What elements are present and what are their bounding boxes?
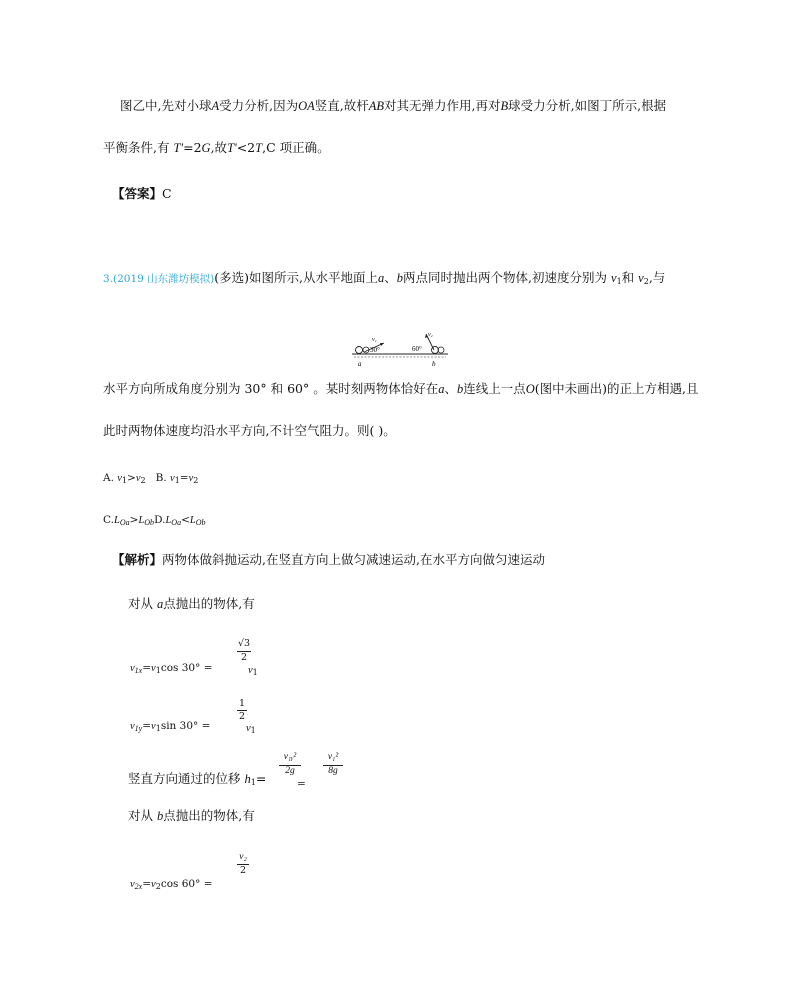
fraction-denominator: 2 <box>239 865 247 876</box>
text: <2 <box>236 140 256 155</box>
subscript: 1 <box>121 476 128 485</box>
var-G: G <box>201 141 211 155</box>
fraction-numerator: v₂ <box>239 852 247 862</box>
operator: > <box>129 514 139 526</box>
var-T-prime: T' <box>173 141 184 155</box>
intro-line-2 <box>103 140 330 156</box>
subscript: 1x <box>134 666 143 675</box>
var-B: B <box>500 99 509 113</box>
var-OA: OA <box>298 99 315 113</box>
fraction-denominator: 2 <box>240 652 248 663</box>
var-v: v <box>246 723 251 734</box>
question-line-1 <box>103 270 665 290</box>
analysis-b-intro <box>128 808 255 824</box>
text: 点抛出的物体,有 <box>163 808 255 823</box>
subscript: 2 <box>140 476 146 485</box>
operator: = <box>142 720 152 732</box>
fraction-numerator: √3 <box>237 638 251 649</box>
var-v: v <box>151 721 156 732</box>
question-source: 3.(2019 山东潍坊模拟) <box>103 273 215 285</box>
var-a: a <box>438 382 445 396</box>
subscript: 1 <box>250 778 256 787</box>
text: ,故 <box>210 140 228 155</box>
text: cos 60° = <box>160 878 213 890</box>
subscript: 2 <box>155 882 161 891</box>
option-c <box>103 514 154 526</box>
operator: = <box>255 771 267 786</box>
operator: = <box>297 778 306 790</box>
text: ,C 项正确。 <box>262 140 330 155</box>
analysis-text: 两物体做斜抛运动,在竖直方向上做匀减速运动,在水平方向做匀速运动 <box>162 552 545 567</box>
var-a: a <box>157 597 164 611</box>
label-point-b: b <box>432 360 436 368</box>
option-b <box>156 472 199 484</box>
option-label: B. <box>155 472 167 484</box>
text: 平衡条件,有 <box>103 140 170 155</box>
operator: = <box>142 662 152 674</box>
equation-v2x <box>130 876 213 895</box>
equation-v1x <box>130 660 213 679</box>
text: cos 30° = <box>160 662 213 674</box>
var-v: v <box>130 663 135 674</box>
ground <box>352 354 448 357</box>
fraction-denominator: 8g <box>328 766 338 776</box>
subscript: 1 <box>252 668 258 677</box>
var-a: a <box>378 271 385 285</box>
answer-value: C <box>162 186 172 201</box>
var-v: v <box>611 271 617 285</box>
fraction-denominator: 2g <box>285 766 295 776</box>
var-v: v <box>130 721 135 732</box>
label-point-a: a <box>358 360 362 368</box>
option-label: C. <box>103 514 114 526</box>
subscript: 2 <box>643 277 649 286</box>
operator: = <box>142 878 152 890</box>
equation-v1y-tail <box>246 720 256 739</box>
option-a <box>103 472 146 484</box>
var-A: A <box>211 99 220 113</box>
analysis-label: 【解析】 <box>112 552 163 567</box>
intro-line-1 <box>120 98 666 114</box>
var-L: L <box>165 515 172 526</box>
text: 球受力分析,如图丁所示,根据 <box>508 98 667 113</box>
var-T: T <box>255 141 263 155</box>
option-label: A. <box>103 472 114 484</box>
projectile-figure <box>350 330 450 370</box>
var-v: v <box>638 271 644 285</box>
text: ,与 <box>648 270 666 285</box>
operator: = <box>179 472 189 484</box>
options-line-ab <box>103 470 198 489</box>
text: (多选)如图所示,从水平地面上 <box>214 270 379 285</box>
var-O: O <box>525 382 535 396</box>
subscript: Oa <box>171 518 182 527</box>
analysis-a-intro <box>128 596 255 612</box>
var-v: v <box>130 879 135 890</box>
var-v: v <box>170 473 175 484</box>
var-v: v <box>151 663 156 674</box>
fraction-numerator: v₁² <box>327 752 339 762</box>
var-v: v <box>117 473 122 484</box>
text: (图中未画出)的正上方相遇,且 <box>534 381 699 396</box>
text: 竖直方向通过的位移 <box>128 771 241 786</box>
label-angle-60: 60° <box>412 345 422 353</box>
var-v: v <box>188 473 194 484</box>
fraction-numerator: v₁ᵧ² <box>283 752 297 762</box>
fraction-denominator: 2 <box>238 711 246 722</box>
var-AB: AB <box>368 99 385 113</box>
text: 受力分析,因为 <box>219 98 299 113</box>
text: 和 <box>621 270 635 285</box>
text: 竖直,故杆 <box>314 98 369 113</box>
var-L: L <box>189 515 196 526</box>
analysis-line <box>112 552 545 568</box>
subscript: Ob <box>195 518 206 527</box>
text: 对从 <box>128 596 154 611</box>
subscript: 1 <box>155 666 161 675</box>
var-h: h <box>244 772 251 786</box>
operator: < <box>181 514 190 526</box>
text: 两点同时抛出两个物体,初速度分别为 <box>403 270 608 285</box>
subscript: 1y <box>134 724 143 733</box>
text: 、 <box>384 270 397 285</box>
var-T-prime: T' <box>227 141 237 155</box>
text: 对其无弹力作用,再对 <box>384 98 501 113</box>
label-v1: v₁ <box>372 337 377 343</box>
var-v: v <box>135 473 141 484</box>
subscript: 1 <box>174 476 180 485</box>
operator: > <box>127 472 136 484</box>
var-v: v <box>248 665 253 676</box>
subscript: Oa <box>119 518 130 527</box>
text: 、 <box>444 381 457 396</box>
option-label: D. <box>154 514 166 526</box>
equation-v1x-tail <box>248 662 258 681</box>
var-b: b <box>456 382 464 396</box>
subscript: 1 <box>250 726 256 735</box>
arrowhead-1 <box>380 343 384 346</box>
subscript: 2 <box>193 476 199 485</box>
subscript: 2x <box>134 882 143 891</box>
text: sin 30° = <box>160 720 211 732</box>
var-b: b <box>396 271 404 285</box>
fraction-numerator: 1 <box>238 698 246 709</box>
ball-a <box>356 347 363 354</box>
var-v: v <box>151 879 156 890</box>
var-L: L <box>114 515 120 526</box>
answer-line <box>112 186 172 202</box>
options-line-cd <box>103 512 206 531</box>
subscript: Ob <box>144 518 155 527</box>
question-line-2 <box>103 381 699 397</box>
text: 水平方向所成角度分别为 30° 和 60° 。某时刻两物体恰好在 <box>103 381 439 396</box>
text: 此时两物体速度均沿水平方向,不计空气阻力。则( )。 <box>103 423 396 438</box>
text: =2 <box>183 140 202 155</box>
text: 图乙中,先对小球 <box>120 98 212 113</box>
option-d <box>154 514 205 526</box>
subscript: 1 <box>155 724 161 733</box>
var-L: L <box>138 515 145 526</box>
text: 连线上一点 <box>463 381 526 396</box>
subscript: 1 <box>616 277 622 286</box>
equation-v1y <box>130 718 210 737</box>
text: 对从 <box>128 808 154 823</box>
label-angle-30: 30° <box>370 346 380 354</box>
label-v2: v₂ <box>428 332 433 338</box>
var-b: b <box>157 809 164 823</box>
question-line-3 <box>103 423 396 439</box>
answer-label: 【答案】 <box>112 186 163 201</box>
text: 点抛出的物体,有 <box>163 596 255 611</box>
equation-h1 <box>128 771 266 791</box>
